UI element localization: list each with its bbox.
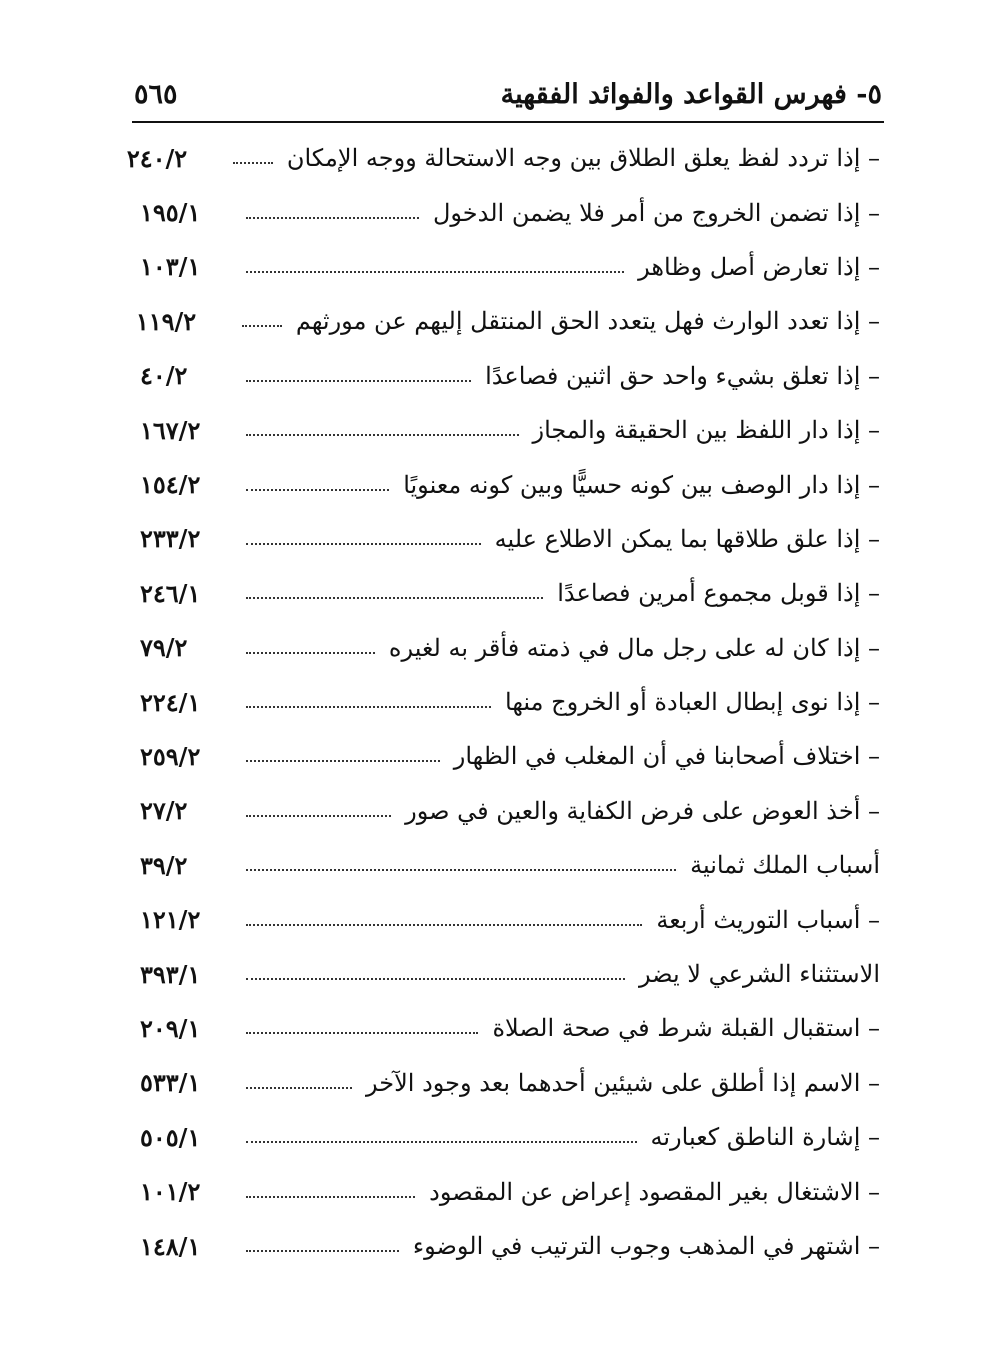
entry-page-reference: ٧٩/٢: [140, 633, 188, 663]
dot-leader: [246, 1250, 399, 1252]
dot-leader: [246, 1087, 352, 1089]
entry-text: – أسباب التوريث أربعة: [656, 905, 880, 934]
dot-leader: [246, 434, 519, 436]
dot-leader: [246, 815, 391, 817]
dot-leader: [242, 325, 282, 327]
entry-text: – إذا تعلق بشيء واحد حق اثنين فصاعدًا: [485, 361, 880, 390]
dot-leader: [246, 1141, 637, 1143]
entry-text: – إذا نوى إبطال العبادة أو الخروج منها: [505, 688, 880, 717]
index-entry: [140, 892, 880, 946]
dot-leader: [246, 597, 543, 599]
index-entry: [140, 403, 880, 457]
dot-leader: [246, 380, 471, 382]
running-head: [134, 70, 882, 118]
index-entries-list: [126, 131, 880, 1273]
entry-page-reference: ٢٧/٢: [140, 796, 188, 826]
dot-leader: [246, 1196, 415, 1198]
index-entry: [140, 838, 880, 892]
entry-page-reference: ٢٤٦/١: [140, 578, 201, 608]
index-entry: [140, 784, 880, 838]
index-entry: [140, 729, 880, 783]
entry-page-reference: ١٢١/٢: [140, 905, 201, 935]
index-entry: [140, 240, 880, 294]
entry-page-reference: ١٠٣/١: [140, 252, 201, 282]
entry-text: أسباب الملك ثمانية: [690, 851, 880, 880]
index-entry: [140, 512, 880, 566]
entry-text: – إذا دار الوصف بين كونه حسيًّا وبين كونه معنويًا: [403, 470, 880, 499]
header-rule: [132, 121, 884, 123]
dot-leader: [246, 652, 375, 654]
entry-text: – أخذ العوض على فرض الكفاية والعين في صور: [405, 796, 880, 825]
dot-leader: [246, 760, 440, 762]
entry-text: – إذا دار اللفظ بين الحقيقة والمجاز: [532, 416, 880, 445]
index-entry: [126, 131, 880, 185]
entry-text: – الاشتغال بغير المقصود إعراض عن المقصود: [429, 1177, 880, 1206]
entry-text: الاستثناء الشرعي لا يضر: [638, 960, 880, 989]
dot-leader: [233, 162, 273, 164]
entry-page-reference: ١٤٨/١: [140, 1231, 201, 1261]
index-entry: [135, 294, 880, 348]
entry-text: – الاسم إذا أطلق على شيئين أحدهما بعد وجود الآخر: [366, 1068, 880, 1097]
dot-leader: [246, 271, 624, 273]
entry-page-reference: ١٠١/٢: [140, 1177, 201, 1207]
entry-page-reference: ٢٢٤/١: [140, 687, 201, 717]
entry-page-reference: ٢٤٠/٢: [126, 143, 188, 173]
dot-leader: [246, 489, 389, 491]
entry-page-reference: ١٦٧/٢: [140, 415, 201, 445]
entry-page-reference: ٢٥٩/٢: [140, 741, 201, 771]
entry-page-reference: ٥٠٥/١: [140, 1122, 201, 1152]
entry-page-reference: ١٥٤/٢: [140, 470, 201, 500]
index-entry: [140, 185, 880, 239]
entry-text: – إذا تعارض أصل وظاهر: [638, 252, 880, 281]
entry-text: – إذا تضمن الخروج من أمر فلا يضمن الدخول: [432, 198, 880, 227]
entry-text: – إذا علق طلاقها بما يمكن الاطلاع عليه: [494, 524, 880, 553]
index-entry: [140, 349, 880, 403]
index-entry: [140, 675, 880, 729]
entry-page-reference: ٤٠/٢: [140, 361, 188, 391]
entry-text: – اشتهر في المذهب وجوب الترتيب في الوضوء: [412, 1232, 880, 1260]
entry-text: – إذا تعدد الوارث فهل يتعدد الحق المنتقل إليهم عن مورثهم: [295, 307, 880, 336]
entry-text: – إذا تردد لفظ يعلق الطلاق بين وجه الاستحالة ووجه الإمكان: [286, 144, 880, 173]
entry-text: – إذا كان له على رجل مال في ذمته فأقر به لغيره: [388, 633, 880, 662]
entry-page-reference: ٢٠٩/١: [140, 1013, 201, 1043]
dot-leader: [246, 978, 625, 980]
dot-leader: [246, 543, 481, 545]
entry-text: – اختلاف أصحابنا في أن المغلب في الظهار: [453, 742, 880, 771]
index-entry: [140, 1110, 880, 1164]
entry-page-reference: ٣٩٣/١: [140, 959, 201, 989]
page-number: ٥٦٥: [134, 78, 178, 110]
dot-leader: [246, 924, 642, 926]
entry-page-reference: ٢٣٣/٢: [140, 524, 201, 554]
dot-leader: [246, 1032, 478, 1034]
index-entry: [140, 1056, 880, 1110]
dot-leader: [246, 217, 419, 219]
entry-page-reference: ٣٩/٢: [140, 850, 188, 880]
dot-leader: [246, 869, 676, 871]
entry-page-reference: ١١٩/٢: [135, 306, 197, 336]
index-entry: [140, 1164, 880, 1218]
dot-leader: [246, 706, 491, 708]
entry-text: – إشارة الناطق كعبارته: [650, 1123, 880, 1152]
entry-page-reference: ١٩٥/١: [140, 198, 201, 228]
index-entry: [140, 947, 880, 1001]
index-entry: [140, 566, 880, 620]
entry-text: – استقبال القبلة شرط في صحة الصلاة: [492, 1014, 880, 1043]
index-entry: [140, 1001, 880, 1055]
index-entry: [140, 1219, 880, 1273]
index-entry: [140, 457, 880, 511]
index-entry: [140, 621, 880, 675]
entry-page-reference: ٥٣٣/١: [140, 1068, 201, 1098]
section-title: ٥- فهرس القواعد والفوائد الفقهية: [500, 78, 882, 110]
entry-text: – إذا قوبل مجموع أمرين فصاعدًا: [557, 579, 880, 608]
